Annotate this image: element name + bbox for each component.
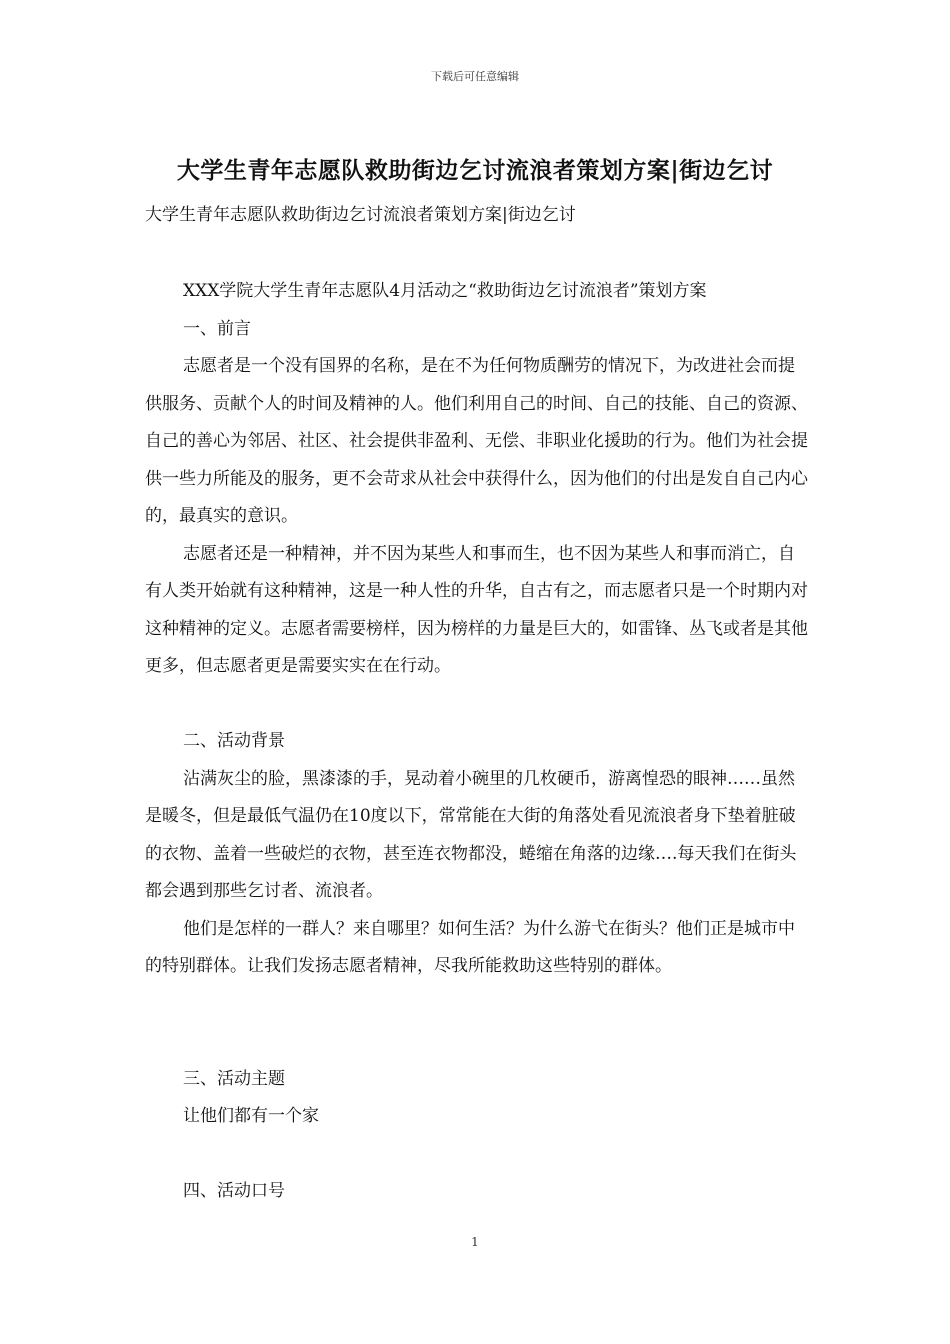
blank-line — [145, 1136, 810, 1174]
document-subtitle: 大学生青年志愿队救助街边乞讨流浪者策划方案|街边乞讨 — [145, 205, 576, 225]
theme-text: 让他们都有一个家 — [183, 1106, 319, 1126]
document-body — [145, 273, 810, 1211]
preface-paragraph-1: 志愿者是一个没有国界的名称，是在不为任何物质酬劳的情况下，为改进社会而提供服务、贡献个人的时间及精神的人。他们利用自己的时间、自己的技能、自己的资源、自己的善心为邻居、社区、社会提供非盈利、无偿、非职业化援助的行为。他们为社会提供一些力所能及的服务，更不会苛求从社会中获得什么，因为他们的付出是发自自己内心的，最真实的意识。 — [145, 356, 808, 526]
section-heading-theme: 三、活动主题 — [183, 1068, 285, 1089]
intro-line: XXX学院大学生青年志愿队4月活动之“救助街边乞讨流浪者”策划方案 — [183, 281, 707, 301]
page-header-note: 下载后可任意编辑 — [431, 70, 519, 83]
background-paragraph-2: 他们是怎样的一群人？来自哪里？如何生活？为什么游弋在街头？他们正是城市中的特别群体。让我们发扬志愿者精神，尽我所能救助这些特别的群体。 — [145, 918, 795, 976]
background-paragraph-1: 沾满灰尘的脸，黑漆漆的手，晃动着小碗里的几枚硬币，游离惶恐的眼神……虽然是暖冬，但是最低气温仍在10度以下，常常能在大街的角落处看见流浪者身下垫着脏破的衣物、盖着一些破烂的衣物，甚至连衣物都没，蜷缩在角落的边缘….每天我们在街头都会遇到那些乞讨者、流浪者。 — [145, 768, 797, 901]
blank-line — [145, 686, 810, 724]
preface-paragraph-2: 志愿者还是一种精神，并不因为某些人和事而生，也不因为某些人和事而消亡，自有人类开始就有这种精神，这是一种人性的升华，自古有之，而志愿者只是一个时期内对这种精神的定义。志愿者需要榜样，因为榜样的力量是巨大的，如雷锋、丛飞或者是其他更多，但志愿者更是需要实实在在行动。 — [145, 543, 808, 676]
section-heading-preface: 一、前言 — [183, 318, 251, 339]
document-title: 大学生青年志愿队救助街边乞讨流浪者策划方案|街边乞讨 — [176, 157, 774, 184]
section-heading-background: 二、活动背景 — [183, 731, 285, 751]
blank-lines — [145, 986, 810, 1061]
page-number: 1 — [471, 1235, 479, 1249]
section-heading-slogan: 四、活动口号 — [183, 1181, 285, 1201]
